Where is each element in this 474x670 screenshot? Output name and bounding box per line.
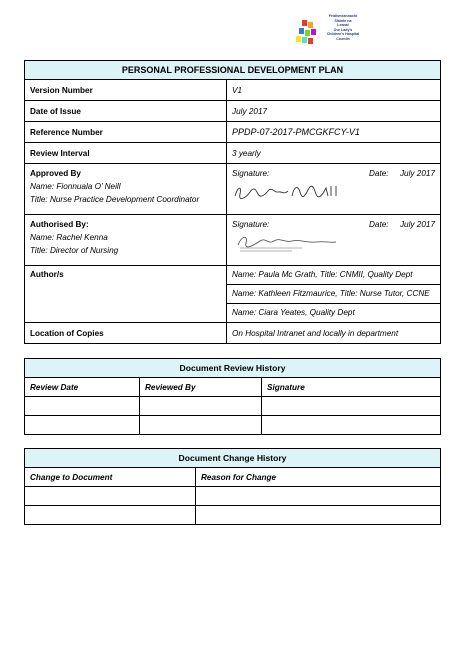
reference-label: Reference Number — [25, 122, 227, 143]
signature-header: Signature — [262, 378, 441, 397]
approved-name: Name: Fionnuala O’ Neill — [30, 182, 121, 191]
reviewed-by-cell[interactable] — [140, 397, 262, 416]
change-history-title: Document Change History — [25, 449, 441, 468]
author-1: Name: Paula Mc Grath, Title: CNMII, Quality Dept — [227, 266, 440, 285]
reviewed-by-header: Reviewed By — [140, 378, 262, 397]
approved-title: Title: Nurse Practice Development Coordinator — [30, 195, 200, 204]
change-history-header-row — [25, 468, 441, 487]
authorised-title: Title: Director of Nursing — [30, 246, 119, 255]
approved-date-value: July 2017 — [399, 169, 436, 178]
change-to-document-header: Change to Document — [25, 468, 196, 487]
change-history-row — [25, 487, 441, 506]
change-to-document-cell[interactable] — [25, 506, 196, 525]
change-to-document-cell[interactable] — [25, 487, 196, 506]
change-history-table — [24, 448, 441, 525]
author-2: Name: Kathleen Fitzmaurice, Title: Nurse Tutor, CCNE — [227, 285, 440, 304]
review-history-row — [25, 416, 441, 435]
review-history-table — [24, 358, 441, 435]
plan-title: PERSONAL PROFESSIONAL DEVELOPMENT PLAN — [25, 61, 441, 80]
authorised-date-label: Date: — [369, 220, 389, 229]
approved-signature-cell — [227, 164, 441, 215]
authorised-row — [25, 215, 441, 266]
review-history-title: Document Review History — [25, 359, 441, 378]
authorised-signature-cell — [227, 215, 441, 266]
review-history-title-row — [25, 359, 441, 378]
review-history-header-row — [25, 378, 441, 397]
authorised-label: Authorised By: — [30, 220, 89, 229]
review-interval-row — [25, 143, 441, 164]
authorised-name: Name: Rachel Kenna — [30, 233, 108, 242]
approved-date-label: Date: — [369, 169, 389, 178]
issue-date-value: July 2017 — [227, 101, 441, 122]
issue-date-row — [25, 101, 441, 122]
copies-value: On Hospital Intranet and locally in department — [227, 323, 441, 344]
review-date-header: Review Date — [25, 378, 140, 397]
authors-cell — [227, 266, 441, 323]
reason-for-change-cell[interactable] — [196, 487, 441, 506]
approved-row — [25, 164, 441, 215]
change-history-title-row — [25, 449, 441, 468]
authors-label: Author/s — [25, 266, 227, 323]
author-3: Name: Ciara Yeates, Quality Dept — [232, 308, 355, 317]
approved-cell — [25, 164, 227, 215]
authorised-date-value: July 2017 — [399, 220, 436, 229]
approved-label: Approved By — [30, 169, 81, 178]
reviewed-by-cell[interactable] — [140, 416, 262, 435]
review-date-cell[interactable] — [25, 416, 140, 435]
copies-row — [25, 323, 441, 344]
authorised-signature-image — [232, 233, 352, 255]
change-history-row — [25, 506, 441, 525]
logo-text: Feidhmeannacht Sláinte na Leanaí Our Lady's Children's Hospital Crumlin — [326, 14, 360, 41]
reference-value: PPDP-07-2017-PMCGKFCY-V1 — [227, 122, 441, 143]
signature-cell[interactable] — [262, 416, 441, 435]
reason-for-change-cell[interactable] — [196, 506, 441, 525]
review-date-cell[interactable] — [25, 397, 140, 416]
review-interval-label: Review Interval — [25, 143, 227, 164]
plan-title-row — [25, 61, 441, 80]
review-history-row — [25, 397, 441, 416]
issue-date-label: Date of Issue — [25, 101, 227, 122]
copies-label: Location of Copies — [25, 323, 227, 344]
version-row — [25, 80, 441, 101]
plan-details-table — [24, 60, 441, 344]
authorised-cell — [25, 215, 227, 266]
approved-signature-image — [232, 182, 352, 202]
approved-signature-label: Signature: — [232, 169, 270, 178]
version-value: V1 — [227, 80, 441, 101]
authorised-signature-label: Signature: — [232, 220, 270, 229]
review-interval-value: 3 yearly — [227, 143, 441, 164]
reference-row — [25, 122, 441, 143]
reason-for-change-header: Reason for Change — [196, 468, 441, 487]
authors-row — [25, 266, 441, 323]
version-label: Version Number — [25, 80, 227, 101]
signature-cell[interactable] — [262, 397, 441, 416]
